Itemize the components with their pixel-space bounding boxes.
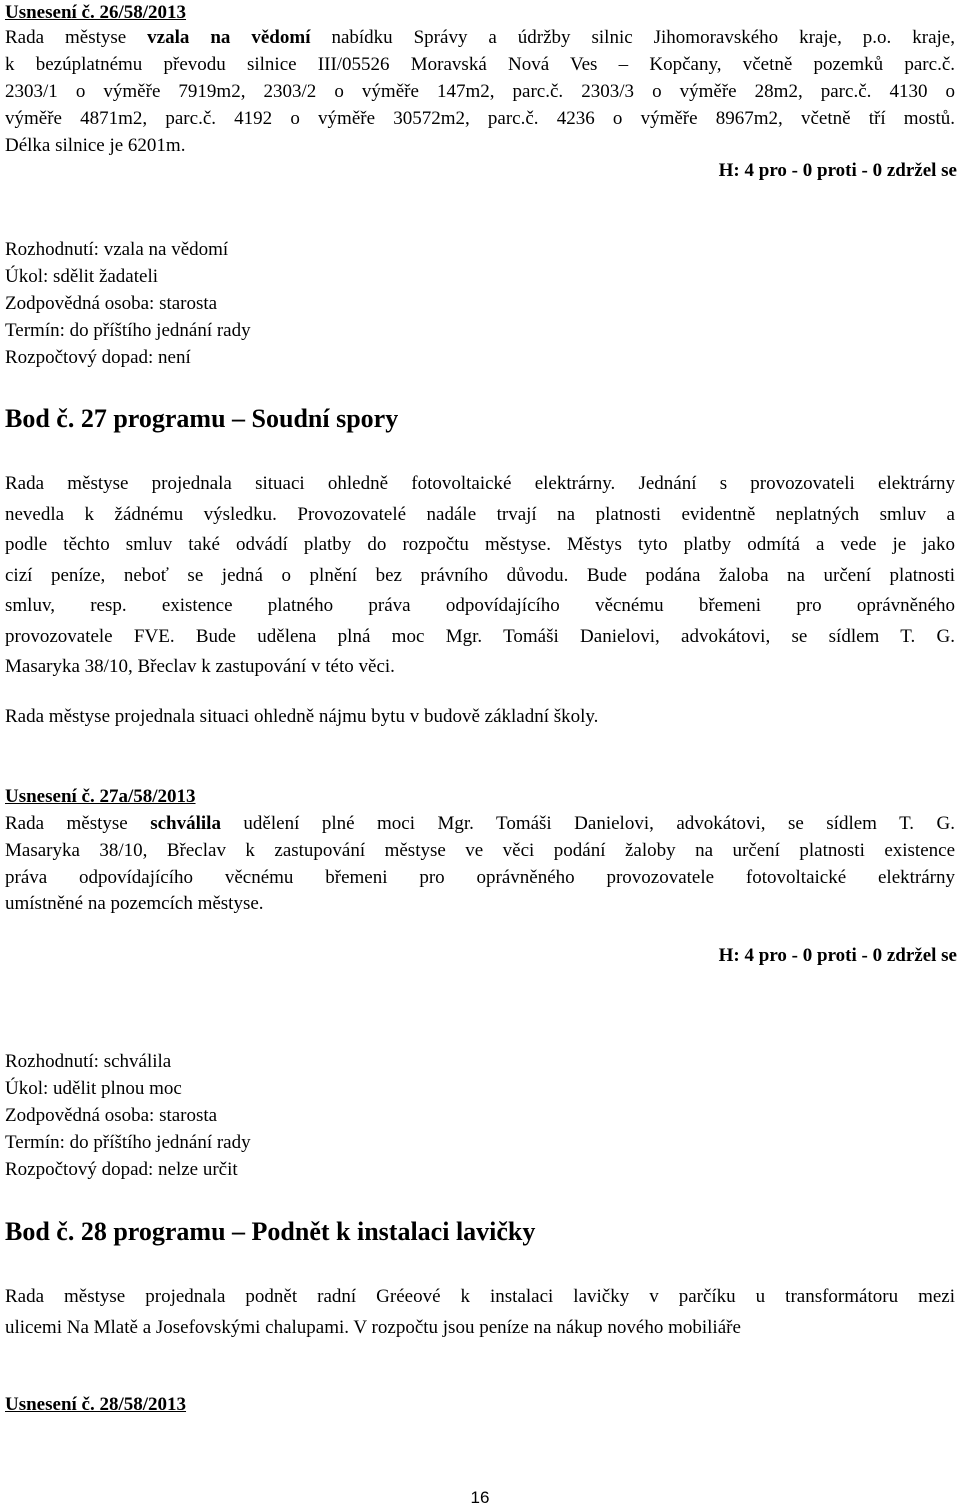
resolution-28-title: Usnesení č. 28/58/2013 [5, 1394, 187, 1415]
section-28-line-1: Rada městyse projednala podnět radní Gréeové k instalaci lavičky v parčíku u transformátoru mezi [5, 1286, 955, 1307]
meta-decision: Rozhodnutí: vzala na vědomí [5, 239, 229, 260]
section-27-p1-line-7: Masaryka 38/10, Břeclav k zastupování v této věci. [5, 656, 395, 677]
section-27-heading: Bod č. 27 programu – Soudní spory [5, 404, 399, 433]
section-27-p1-line-2: nevedla k žádnému výsledku. Provozovatelé nadále trvají na platnosti evidentně neplatných smluv a [5, 504, 955, 525]
meta-task: Úkol: sdělit žadateli [5, 266, 159, 287]
resolution-27a-title: Usnesení č. 27a/58/2013 [5, 786, 196, 807]
section-27-p1-line-5: smluv, resp. existence platného práva odpovídajícího věcnému břemeni pro oprávněného [5, 595, 955, 616]
section-27-p1-line-6: provozovatele FVE. Bude udělena plná moc Mgr. Tomáši Danielovi, advokátovi, se sídlem T. G. [5, 626, 955, 647]
resolution-27a-line-2: Masaryka 38/10, Břeclav k zastupování městyse ve věci podání žaloby na určení platnosti existence [5, 840, 955, 861]
resolution-26-line-5: Délka silnice je 6201m. [5, 135, 186, 156]
resolution-26-line-1 [5, 27, 955, 49]
resolution-26-line-4: výměře 4871m2, parc.č. 4192 o výměře 30572m2, parc.č. 4236 o výměře 8967m2, včetně tří mostů. [5, 108, 955, 129]
meta-deadline: Termín: do příštího jednání rady [5, 320, 251, 341]
resolution-27a-text-pre: Rada městyse [5, 813, 151, 834]
resolution-26-vote: H: 4 pro - 0 proti - 0 zdržel se [718, 160, 957, 181]
section-27-p1-line-4: cizí peníze, neboť se jedná o plnění bez právního důvodu. Bude podána žaloba na určení platnosti [5, 565, 955, 586]
meta-responsible: Zodpovědná osoba: starosta [5, 1105, 218, 1126]
section-28-heading: Bod č. 28 programu – Podnět k instalaci lavičky [5, 1217, 536, 1246]
resolution-26-line-2: k bezúplatnému převodu silnice III/05526 Moravská Nová Ves – Kopčany, včetně pozemků parc.č. [5, 54, 955, 75]
section-27-p2: Rada městyse projednala situaci ohledně nájmu bytu v budově základní školy. [5, 706, 599, 727]
page-number: 16 [470, 1488, 490, 1507]
resolution-27a-line-4: umístněné na pozemcích městyse. [5, 893, 264, 914]
section-27-p1-line-1: Rada městyse projednala situaci ohledně fotovoltaické elektrárny. Jednání s provozovateli elektrárny [5, 473, 955, 494]
meta-task: Úkol: udělit plnou moc [5, 1078, 182, 1099]
resolution-27a-text-post: udělení plné moci Mgr. Tomáši Danielovi, advokátovi, se sídlem T. G. [220, 813, 955, 834]
meta-decision: Rozhodnutí: schválila [5, 1051, 172, 1072]
meta-budget-impact: Rozpočtový dopad: nelze určit [5, 1159, 238, 1180]
resolution-27a-verb: schválila [150, 813, 221, 834]
meta-responsible: Zodpovědná osoba: starosta [5, 293, 218, 314]
resolution-27a-line-1 [5, 813, 955, 835]
resolution-27a-meta [5, 1048, 251, 1183]
section-28-line-2: ulicemi Na Mlatě a Josefovskými chalupami. V rozpočtu jsou peníze na nákup nového mobiliáře [5, 1317, 741, 1338]
resolution-26-title: Usnesení č. 26/58/2013 [5, 2, 187, 23]
resolution-26-meta [5, 236, 251, 371]
meta-budget-impact: Rozpočtový dopad: není [5, 347, 191, 368]
resolution-26-text-pre: Rada městyse [5, 27, 148, 48]
meta-deadline: Termín: do příštího jednání rady [5, 1132, 251, 1153]
resolution-27a-vote: H: 4 pro - 0 proti - 0 zdržel se [718, 945, 957, 966]
resolution-26-verb: vzala na vědomí [147, 27, 311, 48]
section-27-p1-line-3: podle těchto smluv také odvádí platby do rozpočtu městyse. Městys tyto platby odmítá a vede je jako [5, 534, 955, 555]
resolution-26-line-3: 2303/1 o výměře 7919m2, 2303/2 o výměře 147m2, parc.č. 2303/3 o výměře 28m2, parc.č. 4130 o [5, 81, 955, 102]
resolution-26-text-post: nabídku Správy a údržby silnic Jihomoravského kraje, p.o. kraje, [310, 27, 955, 48]
resolution-27a-line-3: práva odpovídajícího věcnému břemeni pro oprávněného provozovatele fotovoltaické elektrárny [5, 867, 955, 888]
